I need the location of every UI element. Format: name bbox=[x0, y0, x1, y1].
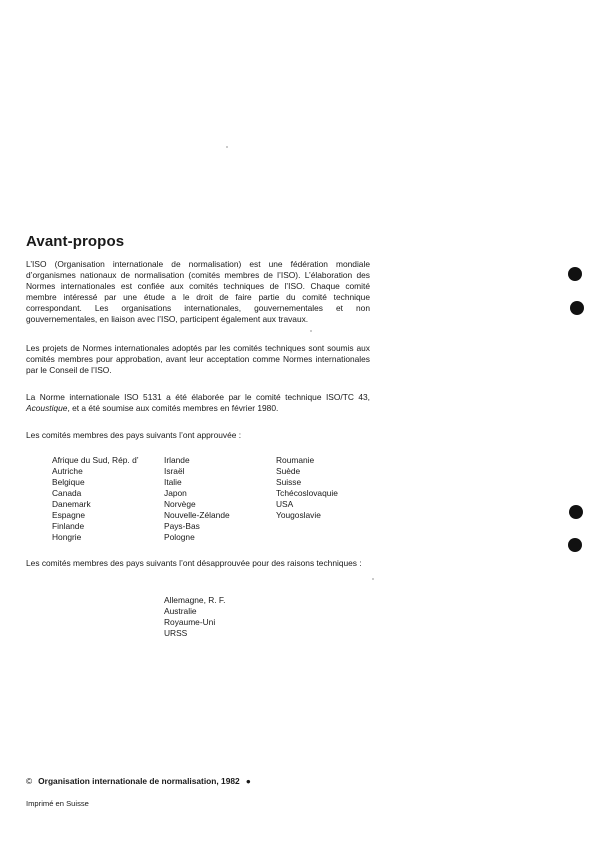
standard-text-after: , et a été soumise aux comités membres en février 1980. bbox=[67, 403, 279, 413]
paragraph-draft-standards: Les projets de Normes internationales adoptés par les comités techniques sont soumis aux comités membres pour approbation, avant leur acceptation comme Normes internationales par le Conseil de l’ISO. bbox=[26, 343, 370, 375]
country-item: Royaume-Uni bbox=[164, 617, 216, 627]
paragraph-standard bbox=[26, 392, 370, 414]
copyright-footer bbox=[26, 776, 251, 786]
country-item: Pays-Bas bbox=[164, 521, 200, 531]
approved-column-1 bbox=[52, 455, 139, 543]
country-item: Afrique du Sud, Rép. d’ bbox=[52, 455, 139, 465]
country-item: Hongrie bbox=[52, 532, 82, 542]
page-title: Avant-propos bbox=[26, 233, 125, 250]
country-item: Belgique bbox=[52, 477, 85, 487]
country-item: Nouvelle-Zélande bbox=[164, 510, 230, 520]
disapproved-list bbox=[164, 595, 225, 639]
country-item: Danemark bbox=[52, 499, 91, 509]
margin-mark bbox=[569, 505, 583, 519]
paragraph-iso-intro: L’ISO (Organisation internationale de normalisation) est une fédération mondiale d’organismes nationaux de normalisation (comités membres de l’ISO). L’élaboration des Normes internationales est confiée aux comités techniques de l’ISO. Chaque comité membre intéressé par une étude a le droit de faire partie du comité technique correspondant. Les organisations internationales, gouvernementales et non gouvernementales, en liaison avec l’ISO, participent également aux travaux. bbox=[26, 259, 370, 324]
country-item: Yougoslavie bbox=[276, 510, 321, 520]
disapproved-intro: Les comités membres des pays suivants l’ont désapprouvée pour des raisons techniques : bbox=[26, 558, 362, 568]
country-item: URSS bbox=[164, 628, 188, 638]
country-item: Roumanie bbox=[276, 455, 315, 465]
scan-speck bbox=[226, 146, 228, 148]
approved-column-3 bbox=[276, 455, 338, 521]
country-item: Norvège bbox=[164, 499, 196, 509]
country-item: Autriche bbox=[52, 466, 83, 476]
approved-intro: Les comités membres des pays suivants l’ont approuvée : bbox=[26, 430, 242, 440]
margin-mark bbox=[570, 301, 584, 315]
standard-text-before: La Norme internationale ISO 5131 a été élaborée par le comité technique ISO/TC 43, bbox=[26, 392, 370, 402]
scan-speck bbox=[310, 330, 312, 332]
country-item: Japon bbox=[164, 488, 187, 498]
margin-mark bbox=[568, 267, 582, 281]
printed-in: Imprimé en Suisse bbox=[26, 799, 89, 808]
scan-speck bbox=[372, 578, 374, 580]
country-item: Canada bbox=[52, 488, 82, 498]
country-item: Finlande bbox=[52, 521, 85, 531]
country-item: Australie bbox=[164, 606, 197, 616]
country-item: USA bbox=[276, 499, 294, 509]
margin-mark bbox=[568, 538, 582, 552]
standard-committee-title: Acoustique bbox=[26, 403, 68, 413]
approved-column-2 bbox=[164, 455, 230, 543]
country-item: Suède bbox=[276, 466, 301, 476]
country-item: Italie bbox=[164, 477, 182, 487]
copyright-text: Organisation internationale de normalisation, 1982 bbox=[38, 776, 240, 786]
country-item: Tchécoslovaquie bbox=[276, 488, 338, 498]
footer-bullet: ● bbox=[245, 776, 251, 786]
country-item: Irlande bbox=[164, 455, 190, 465]
country-item: Espagne bbox=[52, 510, 86, 520]
copyright-symbol: © bbox=[26, 776, 33, 786]
country-item: Pologne bbox=[164, 532, 195, 542]
country-item: Allemagne, R. F. bbox=[164, 595, 226, 605]
country-item: Israël bbox=[164, 466, 185, 476]
country-item: Suisse bbox=[276, 477, 302, 487]
